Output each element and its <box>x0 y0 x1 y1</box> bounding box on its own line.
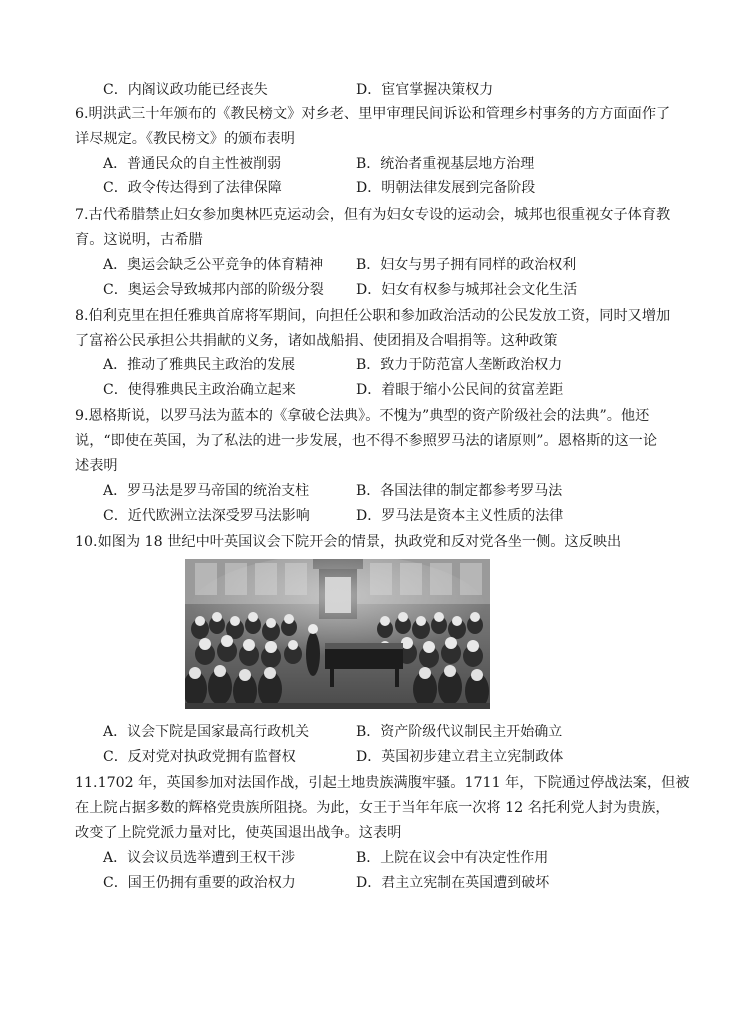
q8-stem-line-2: 了富裕公民承担公共捐献的义务，诸如战船捐、使团捐及合唱捐等。这种政策 <box>75 333 558 349</box>
q7-option-d: D．妇女有权参与城邦社会文化生活 <box>356 282 578 298</box>
q8-option-c: C．使得雅典民主政治确立起来 <box>103 382 296 398</box>
q10-option-b: B．资产阶级代议制民主开始确立 <box>356 724 563 740</box>
q7-option-a: A．奥运会缺乏公平竞争的体育精神 <box>103 257 324 273</box>
q11-stem-line-1: 11.1702 年，英国参加对法国作战，引起土地贵族满腹牢骚。1711 年，下院通过停战法案，但被 <box>75 775 690 791</box>
q9-stem-line-2: 说，“即使在英国，为了私法的进一步发展，也不得不参照罗马法的诸原则”。恩格斯的这一论 <box>75 433 658 449</box>
q11-option-b: B．上院在议会中有决定性作用 <box>356 850 549 866</box>
q9-stem-line-1: 9.恩格斯说，以罗马法为蓝本的《拿破仑法典》。不愧为”典型的资产阶级社会的法典”。他还 <box>75 408 650 424</box>
q6-stem-line-1: 6.明洪武三十年颁布的《教民榜文》对乡老、里甲审理民间诉讼和管理乡村事务的方方面面作了 <box>75 106 671 122</box>
q9-option-c: C．近代欧洲立法深受罗马法影响 <box>103 508 310 524</box>
q11-option-c: C．国王仍拥有重要的政治权力 <box>103 875 296 891</box>
q5-option-d: D．宦官掌握决策权力 <box>356 82 494 98</box>
q6-stem-line-2: 详尽规定。《教民榜文》的颁布表明 <box>75 131 295 147</box>
q9-stem-line-3: 述表明 <box>75 458 118 474</box>
q11-option-a: A．议会议员选举遭到王权干涉 <box>103 850 296 866</box>
q9-option-d: D．罗马法是资本主义性质的法律 <box>356 508 564 524</box>
q5-option-c: C．内阁议政功能已经丧失 <box>103 82 268 98</box>
q10-stem-line-1: 10.如图为 18 世纪中叶英国议会下院开会的情景，执政党和反对党各坐一侧。这反映出 <box>75 534 622 550</box>
q6-option-d: D．明朝法律发展到完备阶段 <box>356 180 536 196</box>
q6-option-b: B．统治者重视基层地方治理 <box>356 156 535 172</box>
q10-option-c: C．反对党对执政党拥有监督权 <box>103 749 296 765</box>
q11-option-d: D．君主立宪制在英国遭到破坏 <box>356 875 550 891</box>
q11-stem-line-2: 在上院占据多数的辉格党贵族所阻挠。为此，女王于当年年底一次将 12 名托利党人封为贵族， <box>75 800 670 816</box>
q6-option-a: A．普通民众的自主性被削弱 <box>103 156 282 172</box>
q6-option-c: C．政令传达得到了法律保障 <box>103 180 282 196</box>
q7-stem-line-1: 7.古代希腊禁止妇女参加奥林匹克运动会，但有为妇女专设的运动会，城邦也很重视女子体育教 <box>75 207 671 223</box>
q8-option-b: B．致力于防范富人垄断政治权力 <box>356 357 563 373</box>
q10-option-a: A．议会下院是国家最高行政机关 <box>103 724 310 740</box>
q11-stem-line-3: 改变了上院党派力量对比，使英国退出战争。这表明 <box>75 825 402 841</box>
q10-option-d: D．英国初步建立君主立宪制政体 <box>356 749 564 765</box>
q8-stem-line-1: 8.伯利克里在担任雅典首席将军期间，向担任公职和参加政治活动的公民发放工资，同时又增加 <box>75 308 671 324</box>
q8-option-a: A．推动了雅典民主政治的发展 <box>103 357 296 373</box>
q7-option-c: C．奥运会导致城邦内部的阶级分裂 <box>103 282 324 298</box>
q9-option-a: A．罗马法是罗马帝国的统治支柱 <box>103 483 310 499</box>
q7-stem-line-2: 育。这说明，古希腊 <box>75 232 203 248</box>
q8-option-d: D．着眼于缩小公民间的贫富差距 <box>356 382 564 398</box>
q7-option-b: B．妇女与男子拥有同样的政治权利 <box>356 257 577 273</box>
q9-option-b: B．各国法律的制定都参考罗马法 <box>356 483 563 499</box>
house-of-commons-engraving <box>185 559 490 709</box>
